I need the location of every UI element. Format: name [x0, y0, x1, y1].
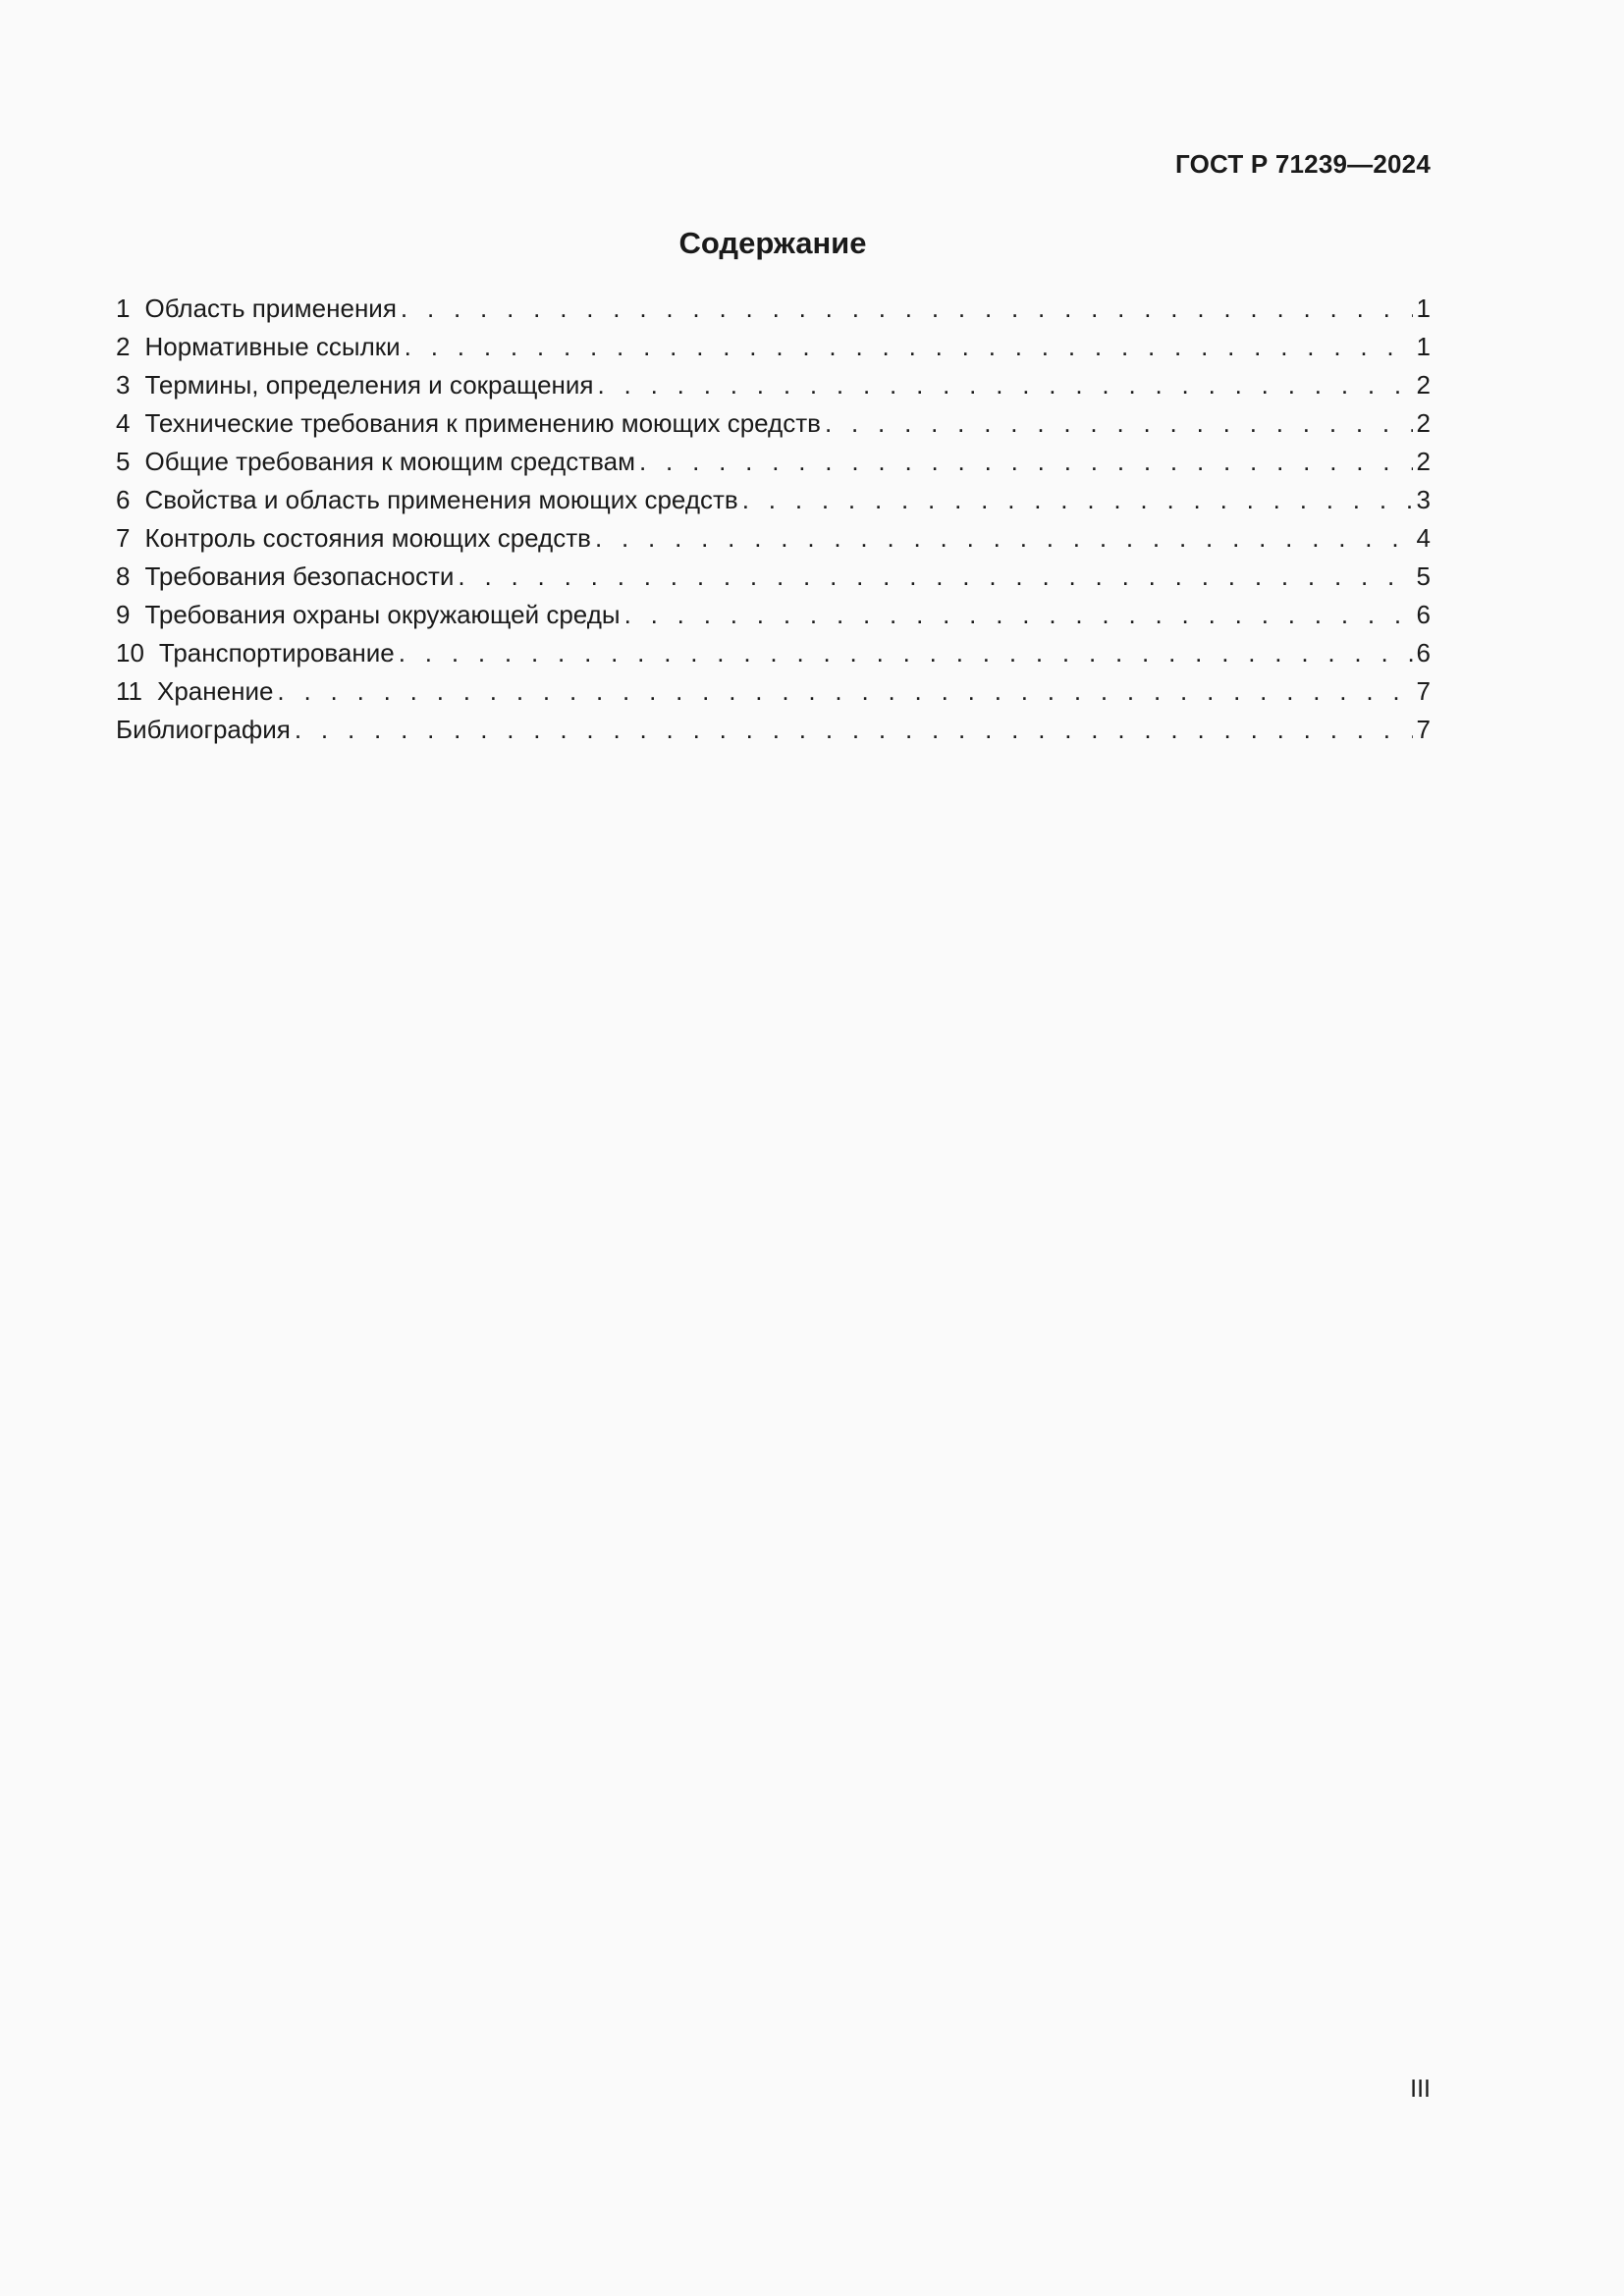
toc-dot-leader [624, 596, 1413, 634]
toc-entry[interactable] [116, 634, 1431, 672]
toc-entry-number: 1 [116, 294, 131, 323]
toc-title: Содержание [678, 226, 867, 260]
toc-entry-title: Свойства и область применения моющих средств [144, 485, 738, 514]
toc-entry-number: 3 [116, 370, 131, 400]
toc-entry-page: 7 [1416, 676, 1431, 706]
toc-entry-number: 11 [116, 676, 142, 706]
toc-entry-title: Требования безопасности [144, 561, 455, 591]
toc-dot-leader [399, 634, 1413, 672]
toc-entry-page: 1 [1416, 332, 1431, 361]
toc-entry-page: 1 [1416, 294, 1431, 323]
toc-entry[interactable] [116, 558, 1431, 596]
toc-dot-leader [639, 443, 1413, 481]
toc-entry[interactable] [116, 481, 1431, 519]
toc-entry[interactable] [116, 672, 1431, 711]
toc-dot-leader [458, 558, 1412, 596]
toc-entry-title: Библиография [116, 715, 291, 744]
toc-dot-leader [742, 481, 1413, 519]
toc-dot-leader [598, 366, 1413, 404]
toc-entry-number: 7 [116, 523, 131, 553]
toc-entry-page: 7 [1416, 715, 1431, 744]
toc-entry-page: 4 [1416, 523, 1431, 553]
toc-entry-title: Хранение [157, 676, 274, 706]
toc-dot-leader [401, 290, 1413, 328]
toc-dot-leader [405, 328, 1413, 366]
toc-entry-page: 5 [1416, 561, 1431, 591]
toc-entry-number: 4 [116, 408, 131, 438]
toc-entry-page: 3 [1416, 485, 1431, 514]
toc-entry-page: 2 [1416, 447, 1431, 476]
toc-entry-title: Транспортирование [158, 638, 395, 667]
toc-entry[interactable] [116, 519, 1431, 558]
toc-entry[interactable] [116, 328, 1431, 366]
toc-entry[interactable] [116, 366, 1431, 404]
toc-entry-number: 2 [116, 332, 131, 361]
toc-entry-title: Технические требования к применению моющих средств [144, 408, 821, 438]
toc-entry-number: 9 [116, 600, 131, 629]
toc-entry-title: Требования охраны окружающей среды [144, 600, 621, 629]
toc-entry-title: Контроль состояния моющих средств [144, 523, 591, 553]
toc-entry[interactable] [116, 596, 1431, 634]
toc-entry-bibliography[interactable] [116, 711, 1431, 749]
toc-entry-page: 6 [1416, 600, 1431, 629]
toc-entry[interactable] [116, 404, 1431, 443]
toc-dot-leader [295, 711, 1413, 749]
toc-entry-number: 5 [116, 447, 131, 476]
toc-entry-title: Область применения [144, 294, 397, 323]
page-number: III [1410, 2075, 1431, 2103]
toc-entry-title: Нормативные ссылки [144, 332, 401, 361]
toc-entry-page: 6 [1416, 638, 1431, 667]
toc-entry-title: Термины, определения и сокращения [144, 370, 594, 400]
toc-entry-number: 8 [116, 561, 131, 591]
toc-entry[interactable] [116, 290, 1431, 328]
toc-dot-leader [825, 404, 1413, 443]
table-of-contents [116, 290, 1431, 749]
toc-entry-page: 2 [1416, 370, 1431, 400]
toc-dot-leader [277, 672, 1412, 711]
toc-entry-number: 6 [116, 485, 131, 514]
toc-entry-number: 10 [116, 638, 144, 667]
toc-entry-title: Общие требования к моющим средствам [144, 447, 635, 476]
toc-entry[interactable] [116, 443, 1431, 481]
toc-dot-leader [595, 519, 1413, 558]
document-code: ГОСТ Р 71239—2024 [1175, 149, 1431, 179]
toc-entry-page: 2 [1416, 408, 1431, 438]
